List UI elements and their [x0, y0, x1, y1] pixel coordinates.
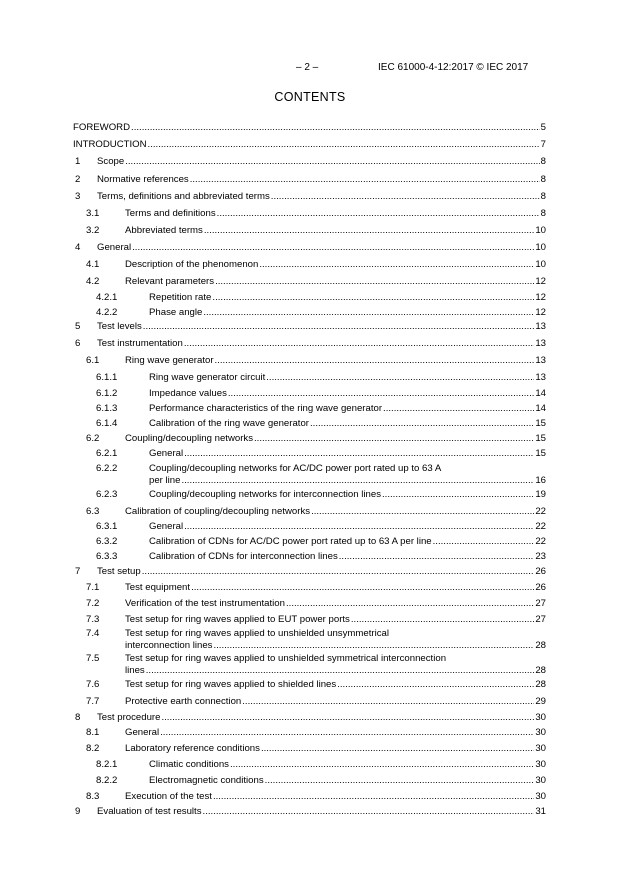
toc-entry-title: General: [149, 521, 184, 532]
toc-entry-body: [97, 338, 546, 350]
toc-entry-number: 7.1: [86, 582, 100, 593]
toc-entry-body: [149, 536, 546, 548]
toc-entry-body: [97, 712, 546, 724]
toc-entry-page: 8: [540, 208, 546, 219]
dot-leader: [339, 551, 535, 563]
toc-entry-title: Test setup: [97, 566, 141, 577]
toc-entry-page: 26: [535, 566, 546, 577]
toc-entry-title: Test setup for ring waves applied to unshielded unsymmetrical: [125, 628, 389, 639]
toc-entry-page: 28: [535, 665, 546, 676]
toc-entry-title: Terms and definitions: [125, 208, 216, 219]
toc-entry-number: 7.4: [86, 628, 100, 639]
toc-entry-title: Ring wave generator: [125, 355, 214, 366]
toc-entry-page: 7: [540, 139, 546, 150]
toc-entry-title: Laboratory reference conditions: [125, 743, 260, 754]
toc-entry-body: [97, 242, 546, 254]
toc-entry-body: [125, 598, 546, 610]
dot-leader: [142, 566, 535, 578]
toc-entry-number: 6.1.1: [96, 372, 118, 383]
toc-entry-number: 6.3.1: [96, 521, 118, 532]
toc-entry-body: [125, 614, 546, 626]
toc-entry-number: 8: [75, 712, 81, 723]
toc-entry-page: 27: [535, 614, 546, 625]
toc-entry-number: 6.3.3: [96, 551, 118, 562]
toc-entry-body: [125, 628, 546, 652]
toc-entry-page: 15: [535, 448, 546, 459]
toc-entry-page: 10: [535, 242, 546, 253]
dot-leader: [310, 418, 534, 430]
toc-entry-page: 13: [535, 372, 546, 383]
toc-entry-page: 23: [535, 551, 546, 562]
toc-entry-title: Coupling/decoupling networks for AC/DC power port rated up to 63 A: [149, 463, 442, 474]
toc-entry-body: [125, 276, 546, 288]
toc-entry-body: [125, 355, 546, 367]
toc-entry-body: [125, 225, 546, 237]
toc-entry-title: Terms, definitions and abbreviated terms: [97, 191, 270, 202]
dot-leader: [203, 307, 534, 319]
dot-leader: [203, 806, 535, 818]
toc-entry-title: Test setup for ring waves applied to unshielded symmetrical interconnection: [125, 653, 447, 664]
toc-entry-title: INTRODUCTION: [73, 139, 147, 150]
toc-entry-page: 8: [540, 191, 546, 202]
toc-entry-title: Performance characteristics of the ring wave generator: [149, 403, 383, 414]
toc-entry-body: [97, 806, 546, 818]
toc-entry-page: 28: [535, 679, 546, 690]
toc-entry-title: Protective earth connection: [125, 696, 242, 707]
toc-entry-body: [125, 582, 546, 594]
toc-entry-title: Calibration of coupling/decoupling networks: [125, 506, 311, 517]
dot-leader: [148, 139, 540, 151]
dot-leader: [184, 521, 534, 533]
dot-leader: [265, 775, 535, 787]
toc-entry-number: 3.2: [86, 225, 100, 236]
toc-entry-number: 6.1.2: [96, 388, 118, 399]
toc-entry-title: Test levels: [97, 321, 142, 332]
toc-entry-page: 30: [535, 775, 546, 786]
toc-entry-page: 13: [535, 355, 546, 366]
dot-leader: [184, 448, 534, 460]
toc-entry-number: 2: [75, 174, 81, 185]
dot-leader: [143, 321, 535, 333]
toc-entry-body: [149, 372, 546, 384]
toc-entry-page: 30: [535, 791, 546, 802]
dot-leader: [146, 665, 535, 677]
toc-entry-number: 7: [75, 566, 81, 577]
toc-entry-number: 8.2: [86, 743, 100, 754]
toc-entry-page: 22: [535, 536, 546, 547]
toc-entry-number: 6.2.3: [96, 489, 118, 500]
toc-entry-page: 15: [535, 418, 546, 429]
dot-leader: [351, 614, 534, 626]
toc-entry-title: Description of the phenomenon: [125, 259, 259, 270]
toc-entry-body: [97, 156, 546, 168]
dot-leader: [181, 475, 534, 487]
toc-entry-body: [149, 307, 546, 319]
toc-entry-body: [125, 506, 546, 518]
toc-entry-number: 8.2.2: [96, 775, 118, 786]
dot-leader: [184, 338, 534, 350]
toc-entry-number: 7.3: [86, 614, 100, 625]
dot-leader: [161, 712, 534, 724]
toc-entry-number: 6.1.4: [96, 418, 118, 429]
dot-leader: [254, 433, 534, 445]
dot-leader: [383, 403, 534, 415]
toc-entry-body: [125, 791, 546, 803]
dot-leader: [215, 355, 535, 367]
dot-leader: [213, 640, 534, 652]
toc-entry-title: Ring wave generator circuit: [149, 372, 266, 383]
toc-entry-body: [97, 566, 546, 578]
toc-entry-title: Test instrumentation: [97, 338, 183, 349]
toc-entry-title: lines: [125, 665, 145, 676]
toc-entry-page: 30: [535, 743, 546, 754]
toc-entry-body: [149, 403, 546, 415]
toc-entry-body: [149, 448, 546, 460]
toc-entry-page: 16: [535, 475, 546, 486]
toc-entry-page: 8: [540, 156, 546, 167]
dot-leader: [191, 582, 534, 594]
toc-entry-page: 30: [535, 759, 546, 770]
toc-entry-title: interconnection lines: [125, 640, 213, 651]
toc-entry-page: 13: [535, 321, 546, 332]
toc-entry-body: [97, 174, 546, 186]
toc-entry-page: 22: [535, 506, 546, 517]
dot-leader: [228, 388, 534, 400]
document-reference: IEC 61000-4-12:2017 © IEC 2017: [378, 62, 529, 73]
toc-entry-body: [125, 696, 546, 708]
dot-leader: [382, 489, 534, 501]
toc-entry-title: General: [125, 727, 160, 738]
toc-entry-page: 14: [535, 388, 546, 399]
toc-entry-title: Coupling/decoupling networks for interconnection lines: [149, 489, 381, 500]
toc-entry-number: 6.2: [86, 433, 100, 444]
toc-entry-page: 30: [535, 712, 546, 723]
toc-entry-number: 8.1: [86, 727, 100, 738]
toc-entry-title: Electromagnetic conditions: [149, 775, 264, 786]
dot-leader: [337, 679, 534, 691]
toc-entry-body: [149, 759, 546, 771]
toc-entry-page: 12: [535, 307, 546, 318]
toc-entry-title: Abbreviated terms: [125, 225, 203, 236]
toc-entry-number: 4.2.2: [96, 307, 118, 318]
toc-entry-body: [149, 521, 546, 533]
toc-entry-title: Impedance values: [149, 388, 227, 399]
toc-entry-number: 9: [75, 806, 81, 817]
toc-entry-title: Repetition rate: [149, 292, 212, 303]
dot-leader: [242, 696, 534, 708]
toc-entry-title: Phase angle: [149, 307, 203, 318]
toc-entry-body: [149, 775, 546, 787]
toc-entry-number: 6.3: [86, 506, 100, 517]
toc-entry-number: 7.2: [86, 598, 100, 609]
toc-entry-title: Calibration of CDNs for AC/DC power port rated up to 63 A per line: [149, 536, 432, 547]
toc-entry-number: 4: [75, 242, 81, 253]
dot-leader: [213, 791, 534, 803]
toc-entry-number: 1: [75, 156, 81, 167]
dot-leader: [212, 292, 534, 304]
toc-entry-page: 12: [535, 292, 546, 303]
toc-entry-body: [149, 551, 546, 563]
toc-entry-number: 8.2.1: [96, 759, 118, 770]
toc-entry-page: 26: [535, 582, 546, 593]
toc-entry-title: Scope: [97, 156, 125, 167]
toc-entry-title: Normative references: [97, 174, 189, 185]
dot-leader: [204, 225, 534, 237]
toc-entry-title: Test setup for ring waves applied to EUT power ports: [125, 614, 350, 625]
toc-entry-page: 27: [535, 598, 546, 609]
toc-entry-number: 7.6: [86, 679, 100, 690]
toc-entry-page: 13: [535, 338, 546, 349]
dot-leader: [215, 276, 534, 288]
toc-entry-number: 6.2.1: [96, 448, 118, 459]
toc-entry-number: 5: [75, 321, 81, 332]
toc-entry-body: [149, 388, 546, 400]
toc-entry-body: [125, 653, 546, 677]
toc-entry-page: 10: [535, 225, 546, 236]
dot-leader: [190, 174, 540, 186]
toc-entry-title: Relevant parameters: [125, 276, 215, 287]
dot-leader: [131, 122, 540, 134]
toc-entry-title: Verification of the test instrumentation: [125, 598, 285, 609]
toc-entry-number: 6.1.3: [96, 403, 118, 414]
toc-entry-body: [149, 463, 546, 487]
toc-entry-title: per line: [149, 475, 181, 486]
dot-leader: [433, 536, 535, 548]
dot-leader: [125, 156, 539, 168]
toc-entry-page: 5: [540, 122, 546, 133]
page-title: CONTENTS: [274, 90, 346, 104]
toc-entry-title: General: [149, 448, 184, 459]
toc-entry-number: 3.1: [86, 208, 100, 219]
toc-entry-page: 19: [535, 489, 546, 500]
dot-leader: [230, 759, 534, 771]
dot-leader: [271, 191, 540, 203]
toc-entry-page: 12: [535, 276, 546, 287]
toc-entry-body: [149, 489, 546, 501]
toc-entry-title: Test equipment: [125, 582, 191, 593]
toc-entry-number: 4.2: [86, 276, 100, 287]
toc-entry-title: Test procedure: [97, 712, 161, 723]
toc-entry-body: [125, 727, 546, 739]
toc-entry-number: 4.1: [86, 259, 100, 270]
toc-entry-page: 8: [540, 174, 546, 185]
toc-entry-number: 7.5: [86, 653, 100, 664]
toc-entry-page: 30: [535, 727, 546, 738]
toc-entry-body: [125, 743, 546, 755]
toc-entry-number: 8.3: [86, 791, 100, 802]
toc-entry-title: Execution of the test: [125, 791, 212, 802]
toc-entry-body: [73, 122, 546, 134]
toc-entry-body: [97, 191, 546, 203]
toc-entry-title: Climatic conditions: [149, 759, 229, 770]
toc-entry-title: FOREWORD: [73, 122, 131, 133]
toc-entry-number: 3: [75, 191, 81, 202]
toc-entry-body: [125, 259, 546, 271]
dot-leader: [266, 372, 534, 384]
dot-leader: [261, 743, 534, 755]
toc-entry-page: 31: [535, 806, 546, 817]
page-number: – 2 –: [296, 62, 319, 73]
toc-entry-number: 6.3.2: [96, 536, 118, 547]
toc-entry-page: 22: [535, 521, 546, 532]
toc-entry-page: 28: [535, 640, 546, 651]
toc-entry-number: 6.1: [86, 355, 100, 366]
toc-entry-page: 10: [535, 259, 546, 270]
toc-entry-number: 7.7: [86, 696, 100, 707]
toc-entry-body: [149, 292, 546, 304]
toc-entry-page: 14: [535, 403, 546, 414]
toc-entry-title: Evaluation of test results: [97, 806, 202, 817]
toc-entry-title: Calibration of the ring wave generator: [149, 418, 309, 429]
toc-entry-body: [149, 418, 546, 430]
toc-entry-number: 6.2.2: [96, 463, 118, 474]
dot-leader: [160, 727, 534, 739]
toc-entry-title: Calibration of CDNs for interconnection lines: [149, 551, 338, 562]
dot-leader: [217, 208, 540, 220]
dot-leader: [132, 242, 534, 254]
toc-entry-body: [125, 679, 546, 691]
toc-entry-title: General: [97, 242, 132, 253]
toc-entry-page: 15: [535, 433, 546, 444]
dot-leader: [259, 259, 534, 271]
dot-leader: [311, 506, 534, 518]
toc-entry-body: [97, 321, 546, 333]
toc-entry-title: Test setup for ring waves applied to shielded lines: [125, 679, 337, 690]
dot-leader: [286, 598, 534, 610]
toc-entry-title: Coupling/decoupling networks: [125, 433, 253, 444]
toc-entry-number: 6: [75, 338, 81, 349]
toc-entry-body: [125, 433, 546, 445]
toc-entry-body: [73, 139, 546, 151]
toc-entry-page: 29: [535, 696, 546, 707]
toc-entry-number: 4.2.1: [96, 292, 118, 303]
toc-entry-body: [125, 208, 546, 220]
